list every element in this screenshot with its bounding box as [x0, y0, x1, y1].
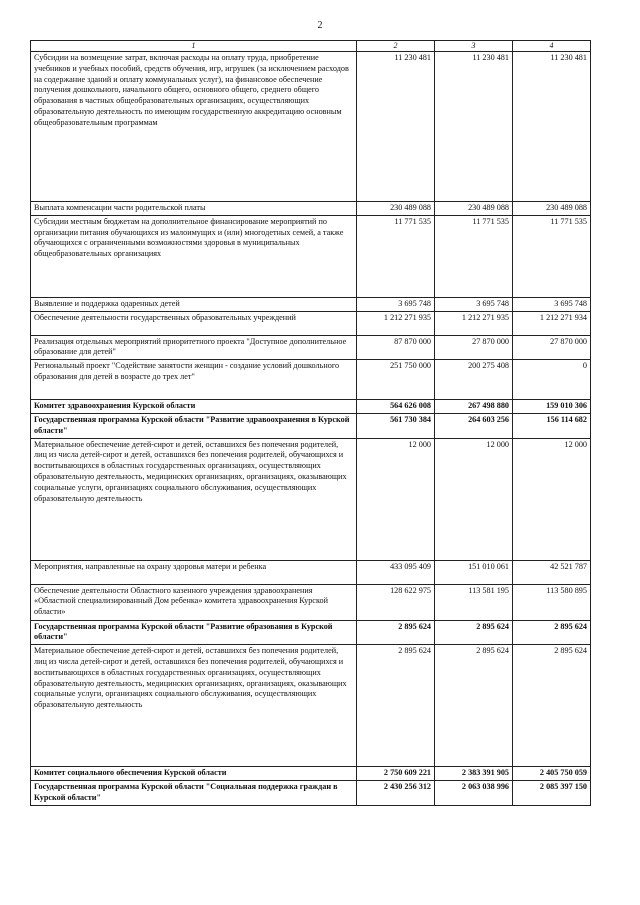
row-name: Выявление и поддержка одаренных детей: [31, 297, 357, 311]
row-name: Государственная программа Курской области "Социальная поддержка граждан в Курской области": [31, 780, 357, 805]
table-row: [31, 560, 591, 584]
value-col-2: 12 000: [357, 438, 435, 560]
page-number: 2: [317, 20, 323, 31]
value-col-2: 11 771 535: [357, 215, 435, 297]
row-name: Выплата компенсации части родительской платы: [31, 202, 357, 216]
budget-table: [30, 40, 591, 806]
value-col-2: 433 095 409: [357, 560, 435, 584]
value-col-3: 267 498 880: [435, 400, 513, 414]
value-col-4: 2 895 624: [513, 645, 591, 767]
value-col-4: 230 489 088: [513, 202, 591, 216]
column-header-1: 1: [31, 41, 357, 52]
value-col-4: 27 870 000: [513, 335, 591, 360]
value-col-2: 87 870 000: [357, 335, 435, 360]
value-col-2: 3 695 748: [357, 297, 435, 311]
value-col-4: 42 521 787: [513, 560, 591, 584]
value-col-2: 564 626 008: [357, 400, 435, 414]
value-col-2: 251 750 000: [357, 360, 435, 400]
value-col-4: 11 771 535: [513, 215, 591, 297]
row-name: Государственная программа Курской области "Развитие образования в Курской области": [31, 620, 357, 645]
value-col-4: 156 114 682: [513, 413, 591, 438]
value-col-3: 1 212 271 935: [435, 311, 513, 335]
value-col-2: 2 750 609 221: [357, 767, 435, 781]
value-col-3: 2 383 391 905: [435, 767, 513, 781]
column-header-3: 3: [435, 41, 513, 52]
row-name: Обеспечение деятельности Областного казенного учреждения здравоохранения «Областной специализированный Дом ребенка» комитета здравоохранения Курской области»: [31, 584, 357, 620]
table-row: [31, 584, 591, 620]
table-row: [31, 438, 591, 560]
table-row: [31, 215, 591, 297]
column-header-2: 2: [357, 41, 435, 52]
row-name: Комитет социального обеспечения Курской области: [31, 767, 357, 781]
value-col-3: 2 895 624: [435, 620, 513, 645]
value-col-4: 11 230 481: [513, 52, 591, 202]
value-col-2: 230 489 088: [357, 202, 435, 216]
table-row: [31, 767, 591, 781]
row-name: Обеспечение деятельности государственных образовательных учреждений: [31, 311, 357, 335]
table-row: [31, 52, 591, 202]
value-col-3: 230 489 088: [435, 202, 513, 216]
row-name: Субсидии на возмещение затрат, включая расходы на оплату труда, приобретение учебников и учебных пособий, средств обучения, игр, игрушек (за исключением расходов на содержание зданий и оплату коммунальных услуг), на финансовое обеспечение получения дошкольного, начального общего, основного общего, среднего общего образования в частных общеобразовательных организациях, осуществляющих образовательную деятельность по имеющим государственную аккредитацию основным общеобразовательным программам: [31, 52, 357, 202]
row-name: Материальное обеспечение детей-сирот и детей, оставшихся без попечения родителей, лиц из числа детей-сирот и детей, оставшихся без попечения родителей, обучающихся и воспитывающихся в областных государственных организациях, осуществляющих образовательную деятельность, медицинских организациях, организациях, оказывающих социальные услуги, организациях социального обслуживания, осуществляющих образовательную деятельность: [31, 645, 357, 767]
table-row: [31, 780, 591, 805]
value-col-4: 2 085 397 150: [513, 780, 591, 805]
table-row: [31, 400, 591, 414]
value-col-3: 151 010 061: [435, 560, 513, 584]
value-col-4: 113 580 895: [513, 584, 591, 620]
value-col-3: 113 581 195: [435, 584, 513, 620]
row-name: Комитет здравоохранения Курской области: [31, 400, 357, 414]
value-col-2: 2 895 624: [357, 645, 435, 767]
value-col-3: 2 063 038 996: [435, 780, 513, 805]
value-col-3: 264 603 256: [435, 413, 513, 438]
value-col-4: 2 405 750 059: [513, 767, 591, 781]
table-row: [31, 335, 591, 360]
row-name: Субсидии местным бюджетам на дополнительное финансирование мероприятий по организации питания обучающихся из малоимущих и (или) многодетных семей, а также обучающихся с ограниченными возможностями здоровья в муниципальных общеобразовательных организациях: [31, 215, 357, 297]
row-name: Региональный проект "Содействие занятости женщин - создание условий дошкольного образования для детей в возрасте до трех лет": [31, 360, 357, 400]
table-row: [31, 297, 591, 311]
value-col-3: 11 771 535: [435, 215, 513, 297]
table-row: [31, 202, 591, 216]
value-col-4: 2 895 624: [513, 620, 591, 645]
header-row: [31, 41, 591, 52]
value-col-2: 2 895 624: [357, 620, 435, 645]
value-col-2: 1 212 271 935: [357, 311, 435, 335]
row-name: Материальное обеспечение детей-сирот и детей, оставшихся без попечения родителей, лиц из числа детей-сирот и детей, оставшихся без попечения родителей, обучающихся и воспитывающихся в областных государственных организациях, осуществляющих образовательную деятельность, медицинских организациях, организациях, оказывающих социальные услуги, организациях социального обслуживания, осуществляющих образовательную деятельность: [31, 438, 357, 560]
value-col-3: 2 895 624: [435, 645, 513, 767]
value-col-4: 159 010 306: [513, 400, 591, 414]
table-row: [31, 413, 591, 438]
table-row: [31, 620, 591, 645]
value-col-3: 11 230 481: [435, 52, 513, 202]
value-col-2: 2 430 256 312: [357, 780, 435, 805]
row-name: Государственная программа Курской области "Развитие здравоохранения в Курской области": [31, 413, 357, 438]
value-col-4: 0: [513, 360, 591, 400]
table-row: [31, 311, 591, 335]
column-header-4: 4: [513, 41, 591, 52]
value-col-3: 27 870 000: [435, 335, 513, 360]
row-name: Реализация отдельных мероприятий приоритетного проекта "Доступное дополнительное образование для детей": [31, 335, 357, 360]
value-col-3: 3 695 748: [435, 297, 513, 311]
value-col-4: 1 212 271 934: [513, 311, 591, 335]
value-col-2: 11 230 481: [357, 52, 435, 202]
value-col-3: 200 275 408: [435, 360, 513, 400]
value-col-3: 12 000: [435, 438, 513, 560]
table-row: [31, 645, 591, 767]
table-row: [31, 360, 591, 400]
value-col-2: 561 730 384: [357, 413, 435, 438]
value-col-4: 3 695 748: [513, 297, 591, 311]
row-name: Мероприятия, направленные на охрану здоровья матери и ребенка: [31, 560, 357, 584]
value-col-4: 12 000: [513, 438, 591, 560]
value-col-2: 128 622 975: [357, 584, 435, 620]
